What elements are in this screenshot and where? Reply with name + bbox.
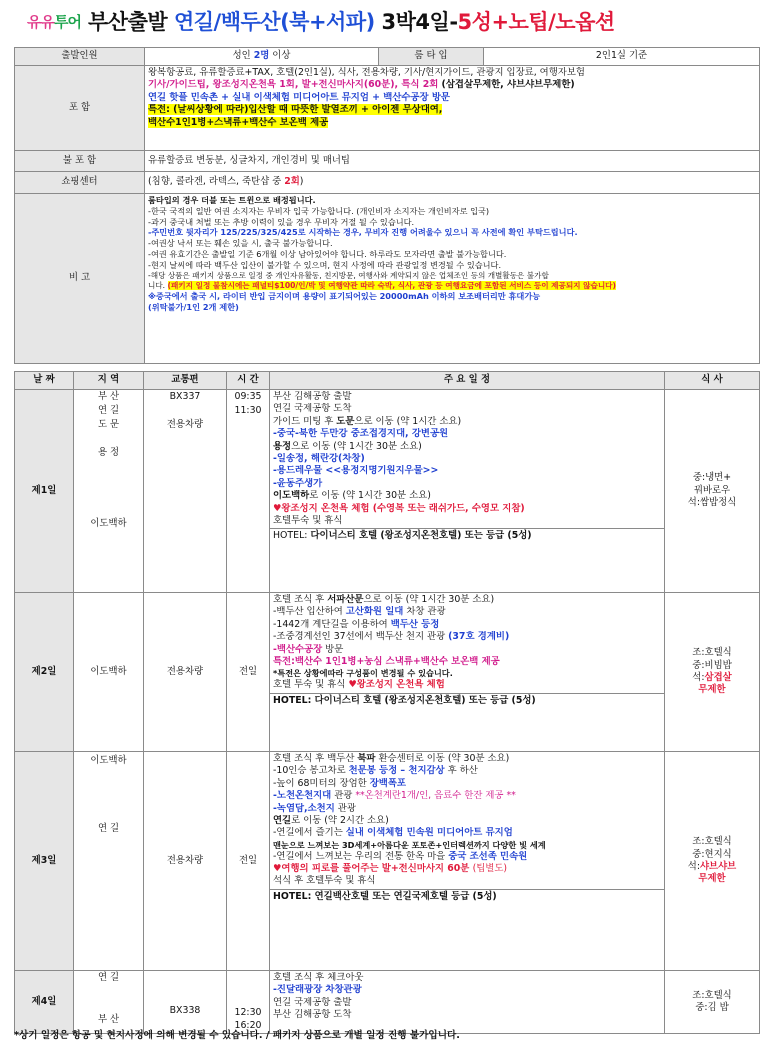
col-meal: 식 사 — [665, 372, 760, 390]
shop-label: 쇼핑센터 — [15, 172, 145, 194]
day-itinerary: 부산 김해공항 출발 연길 국제공항 도착 가이드 미팅 후 도문으로 이동 (약 1시간 소요) -중국-북한 두만강 중조접경지대, 강변공원 용정으로 이동 (약 1시간 30분 소요) -일송정, 해란강(차창) -용드레우물 <<용정지명기원지우물>> -윤동주생가 이도백하로 이동 (약 1시간 30분 소요) ♥왕조성지 온천욕 체험 (수영복 또는 래쉬가드, 수영모 지참) 호텔투숙 및 휴식 HOTEL: 다이너스티 호텔 (왕조성지온천호텔) 또는 등급 (5성) — [270, 390, 665, 593]
col-transport: 교통편 — [144, 372, 227, 390]
day-times: 전일 — [227, 752, 270, 971]
room-label: 룸 타 입 — [379, 48, 484, 66]
day-times: 전일 — [227, 593, 270, 752]
col-time: 시 간 — [227, 372, 270, 390]
day-places: 이도백하 연 길 — [74, 752, 144, 971]
day-transport: BX337 전용차량 — [144, 390, 227, 593]
depart-value: 성인 2명 이상 — [145, 48, 379, 66]
day-label: 제2일 — [15, 593, 74, 752]
col-itinerary: 주 요 일 정 — [270, 372, 665, 390]
day-row-3 — [15, 752, 760, 971]
day-places: 연 길 부 산 — [74, 971, 144, 1034]
day-times: 09:35 11:30 — [227, 390, 270, 593]
page-title: 부산출발 연길/백두산(북+서파) 3박4일-5성+노팁/노옵션 — [88, 10, 615, 35]
day-row-4 — [15, 971, 760, 1034]
note-value: 룸타입의 경우 더블 또는 트윈으로 배정됩니다. -한국 국적의 일반 여권 소지자는 무비자 입국 가능합니다. (개인비자 소지자는 개인비자로 입국) -과거 중국내 처벌 또는 추방 이력이 있을 경우 무비자 거절 될 수 있습니다. -주민번호 뒷자리가 125/225/325/425로 시작하는 경우, 무비자 진행 어려울수 있으니 꼭 사전에 확인 부탁드립니다. -여권상 낙서 또는 훼손 있을 시, 출국 불가능합니다. -여권 유효기간은 출발일 기준 6개월 이상 남아있어야 합니다. 하루라도 모자라면 출발 불가능합니다. -현지 날씨에 따라 백두산 입산이 불가할 수 있으며, 현지 사정에 따라 관광일정 변경될 수 있습니다. -해당 상품은 패키지 상품으로 일정 중 개인자유활동, 친지방문, 여행사와 계약되지 않은 업체조인 등의 개별활동은 불가합 니다. (패키지 일정 불참시에는 패널티$100/인/박 및 여행약관 따라 숙박, 식사, 관광 등 여행요금에 포함된 서비스 등이 제공되지 않습니다) ※중국에서 출국 시, 라이터 반입 금지이며 용량이 표기되어있는 20000mAh 이하의 보조배터리만 휴대가능 (위탁불가/1인 2개 제한) — [145, 194, 760, 364]
shop-value: (침향, 콜라겐, 라텍스, 죽탄샵 중 2회) — [145, 172, 760, 194]
day-itinerary: 호텔 조식 후 체크아웃 -진달래광장 차창관광 연길 국제공항 출발 부산 김해공항 도착 — [270, 971, 665, 1034]
include-label: 포 함 — [15, 66, 145, 151]
day-meals: 조:호텔식 중:현지식 석:샤브샤브 무제한 — [665, 752, 760, 971]
day-places: 이도백하 — [74, 593, 144, 752]
include-value: 왕복항공료, 유류할증료+TAX, 호텔(2인1실), 식사, 전용차량, 기사/현지가이드, 관광지 입장료, 여행자보험 기사/가이드팁, 왕조성지온천욕 1회, 발+전신마사지(60분), 특식 2회 (삼겹살무제한, 샤브샤브무제한) 연길 핫플 민속촌 + 실내 이색체험 미디어아트 뮤지엄 + 백산수공장 방문 특전: (날씨상황에 따라)입산할 때 따뜻한 발열조끼 + 아이젠 무상대여, 백산수1인1병+스낵류+백산수 보온백 제공 — [145, 66, 760, 151]
day-transport: 전용차량 — [144, 593, 227, 752]
day-meals: 중:냉면+ 꿔바로우 석:쌈밥정식 — [665, 390, 760, 593]
day-row-2 — [15, 593, 760, 752]
heart-icon: ♥ — [273, 502, 282, 514]
title-banner — [14, 6, 759, 40]
col-day: 날 짜 — [15, 372, 74, 390]
info-table — [14, 47, 760, 364]
day-row-1 — [15, 390, 760, 593]
day-label: 제4일 — [15, 971, 74, 1034]
day-places: 부 산 연 길 도 문 용 정 이도백하 — [74, 390, 144, 593]
day-itinerary: 호텔 조식 후 서파산문으로 이동 (약 1시간 30분 소요) -백두산 입산하여 고산화원 일대 차창 관광 -1442개 계단길을 이용하여 백두산 등정 -조중경계선인 37선에서 백두산 천지 관광 (37호 경계비) -백산수공장 방문 특전:백산수 1인1병+농심 스낵류+백산수 보온백 제공 *특전은 상황에따라 구성품이 변경될 수 있습니다. 호텔 투숙 및 휴식 ♥왕조성지 온천욕 체험 HOTEL: 다이너스티 호텔 (왕조성지온천호텔) 또는 등급 (5성) — [270, 593, 665, 752]
day-meals: 조:호텔식 중:비빔밥 석:삼겹살 무제한 — [665, 593, 760, 752]
heart-icon: ♥ — [273, 863, 282, 875]
footer-note: *상기 일정은 항공 및 현지사정에 의해 변경될 수 있습니다. / 패키지 상품으로 개별 일정 진행 불가입니다. — [14, 1030, 460, 1041]
heart-icon: ♥ — [348, 679, 357, 691]
day-transport: BX338 — [144, 971, 227, 1034]
note-label: 비 고 — [15, 194, 145, 364]
day-transport: 전용차량 — [144, 752, 227, 971]
day-itinerary: 호텔 조식 후 백두산 북파 환승센터로 이동 (약 30분 소요) -10인승 봉고차로 천문봉 등정 – 천지감상 후 하산 -높이 68미터의 장엄한 장백폭포 -노천온천지대 관광 **온천계란1개/인, 음료수 한잔 제공 ** -녹염담,소천지 관광 연길로 이동 (약 2시간 소요) -연길에서 즐기는 실내 이색체험 민속원 미디어아트 뮤지엄 맨눈으로 느껴보는 3D세계+아름다운 포토존+인터렉션까지 다양한 빛 세계 -연길에서 느껴보는 우리의 전통 한옥 마을 중국 조선족 민속원 ♥여행의 피로를 풀어주는 발+전신마사지 60분 (팁별도) 석식 후 호텔투숙 및 휴식 HOTEL: 연길백산호텔 또는 연길국제호텔 등급 (5성) — [270, 752, 665, 971]
room-value: 2인1실 기준 — [484, 48, 760, 66]
col-place: 지 역 — [74, 372, 144, 390]
day-label: 제3일 — [15, 752, 74, 971]
exclude-label: 불 포 함 — [15, 151, 145, 172]
company-logo: 유유 투어 — [27, 13, 81, 32]
day-label: 제1일 — [15, 390, 74, 593]
schedule-table — [14, 371, 760, 1034]
exclude-value: 유류할증료 변동분, 싱글차지, 개인경비 및 매너팁 — [145, 151, 760, 172]
day-times: 12:30 16:20 — [227, 971, 270, 1034]
depart-label: 출발인원 — [15, 48, 145, 66]
day-meals: 조:호텔식 중:김 밥 — [665, 971, 760, 1034]
